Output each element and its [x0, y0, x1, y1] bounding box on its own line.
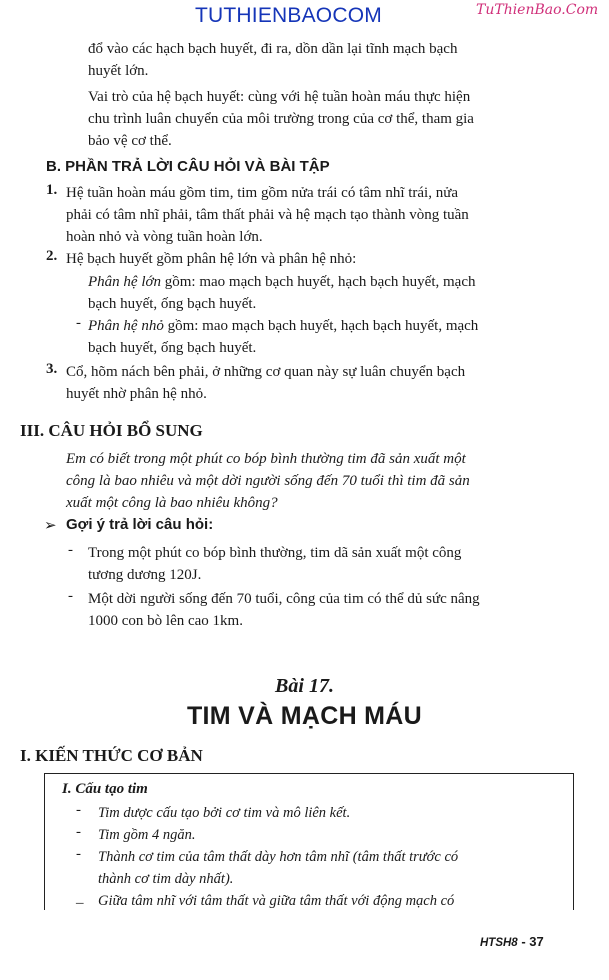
- box-title: I. Cấu tạo tim: [62, 781, 148, 797]
- box-item-2-dash: -: [76, 824, 81, 840]
- hint-heading: Gợi ý trả lời câu hỏi:: [66, 516, 214, 533]
- answer-1-line-2: phải có tâm nhĩ phải, tâm thất phải và hệ mạch tạo thành vòng tuần: [66, 207, 469, 223]
- book-code: HTSH8: [480, 937, 518, 949]
- subsystem-small-dash: -: [76, 315, 81, 331]
- hint-answer-1-dash: -: [68, 542, 73, 558]
- box-item-3-dash: -: [76, 846, 81, 862]
- answer-1-number: 1.: [46, 182, 58, 198]
- answer-2-number: 2.: [46, 248, 58, 264]
- subsystem-small-line-2: bạch huyết, ống bạch huyết.: [88, 340, 257, 356]
- hint-arrow-icon: ➢: [44, 517, 57, 534]
- intro-line-1: đổ vào các hạch bạch huyết, đi ra, dồn dần lại tĩnh mạch bạch: [88, 41, 458, 57]
- intro-line-4: chu trình luân chuyển của môi trường trong của cơ thể, tham gia: [88, 111, 474, 127]
- box-item-1-dash: -: [76, 802, 81, 818]
- box-item-2: Tim gồm 4 ngăn.: [98, 827, 196, 843]
- box-item-3-line-2: thành cơ tim dày nhất).: [98, 871, 234, 887]
- answer-1-line-1: Hệ tuần hoàn máu gồm tim, tim gồm nửa trái có tâm nhĩ trái, nửa: [66, 185, 459, 201]
- subsystem-large-term: Phân hệ lớn: [88, 274, 161, 290]
- box-item-1: Tim dược cấu tạo bởi cơ tim và mô liên kết.: [98, 805, 351, 821]
- subsystem-large: [88, 271, 572, 293]
- answer-3-line-1: Cổ, hõm nách bên phải, ở những cơ quan này sự luân chuyển bạch: [66, 364, 466, 380]
- answer-2-line-1: Hệ bạch huyết gồm phân hệ lớn và phân hệ nhỏ:: [66, 251, 357, 267]
- hint-answer-2-line-1: Một dời người sống đến 70 tuổi, công của tim có thể dủ sức nâng: [88, 591, 480, 607]
- question-line-1: Em có biết trong một phút co bóp bình thường tim đã sản xuất một: [66, 451, 466, 467]
- watermark-right: TuThienBao.Com: [476, 2, 599, 18]
- subsystem-small-term: Phân hệ nhỏ: [88, 318, 164, 334]
- hint-answer-2-dash: -: [68, 588, 73, 604]
- hint-answer-2-line-2: 1000 con bò lên cao 1km.: [88, 613, 243, 629]
- intro-line-2: huyết lớn.: [88, 63, 149, 79]
- hint-answer-1-line-2: tương dương 120J.: [88, 567, 202, 583]
- intro-line-3: Vai trò của hệ bạch huyết: cùng với hệ tuần hoàn máu thực hiện: [88, 89, 471, 105]
- subsystem-small-text: gồm: mao mạch bạch huyết, hạch bạch huyết, mạch: [163, 318, 479, 334]
- subsystem-large-line-2: bạch huyết, ống bạch huyết.: [88, 296, 257, 312]
- section-b-heading: B. PHẦN TRẢ LỜI CÂU HỎI VÀ BÀI TẬP: [46, 158, 330, 175]
- page-number: 37: [529, 934, 544, 949]
- subsystem-small: [88, 315, 572, 337]
- answer-1-line-3: hoàn nhỏ và vòng tuần hoàn lớn.: [66, 229, 263, 245]
- subsystem-large-text: gồm: mao mạch bạch huyết, hạch bạch huyết, mạch: [161, 274, 476, 290]
- section-iii-heading: III. CÂU HỎI BỔ SUNG: [20, 421, 203, 440]
- hint-answer-1-line-1: Trong một phút co bóp bình thường, tim dã sản xuất một công: [88, 545, 462, 561]
- lesson-title: TIM VÀ MẠCH MÁU: [186, 702, 423, 730]
- answer-3-line-2: huyết nhờ phân hệ nhỏ.: [66, 386, 207, 402]
- box-item-4-dash: _: [76, 890, 84, 906]
- lesson-label: Bài 17.: [275, 675, 334, 697]
- question-line-2: công là bao nhiêu và một dời người sống đến 70 tuổi thì tim đã sản: [66, 473, 470, 489]
- box-item-3-line-1: Thành cơ tim của tâm thất dày hơn tâm nhĩ (tâm thất trước có: [98, 849, 459, 865]
- section-i-heading: I. KIẾN THỨC CƠ BẢN: [20, 746, 203, 765]
- watermark-left: TUTHIENBAOCOM: [195, 4, 382, 27]
- intro-line-5: bảo vệ cơ thể.: [88, 133, 172, 149]
- box-item-4: Giữa tâm nhĩ với tâm thất và giữa tâm thất với động mạch có: [98, 893, 455, 909]
- footer-separator: -: [517, 934, 530, 949]
- answer-3-number: 3.: [46, 361, 58, 377]
- page-footer: [480, 934, 544, 949]
- question-line-3: xuất một công là bao nhiêu không?: [66, 495, 278, 511]
